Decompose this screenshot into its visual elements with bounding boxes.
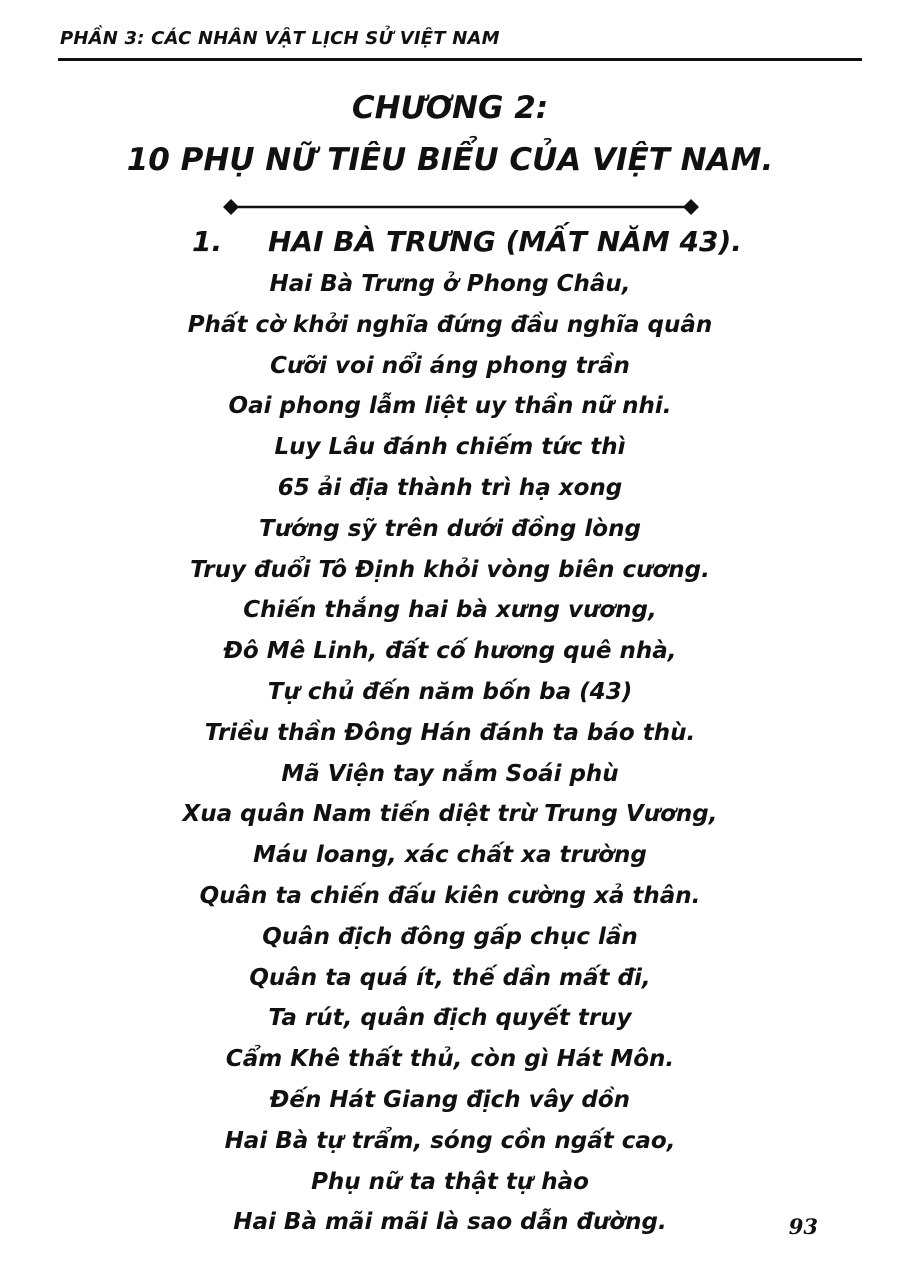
poem-line: Tự chủ đến năm bốn ba (43) (267, 678, 633, 705)
poem-line: Luy Lâu đánh chiếm tức thì (274, 434, 626, 461)
poem-line: Phụ nữ ta thật tự hào (311, 1168, 589, 1195)
section-number: 1. (192, 225, 223, 258)
poem-line: Ta rút, quân địch quyết truy (268, 1005, 632, 1032)
poem-line: Cưỡi voi nổi áng phong trần (270, 352, 630, 379)
ornament-diamond-left (223, 199, 239, 215)
poem-line: Hai Bà tự trẩm, sóng cồn ngất cao, (224, 1127, 676, 1154)
poem-line: Cẩm Khê thất thủ, còn gì Hát Môn. (225, 1046, 675, 1073)
poem-line: Phất cờ khởi nghĩa đứng đầu nghĩa quân (187, 311, 713, 338)
poem-line: Mã Viện tay nắm Soái phù (281, 760, 619, 787)
chapter-title (0, 82, 900, 186)
poem-line: Đô Mê Linh, đất cố hương quê nhà, (223, 638, 677, 665)
poem-line: Đến Hát Giang địch vây dồn (269, 1086, 631, 1113)
poem-line: Máu loang, xác chất xa trường (253, 842, 647, 869)
header-rule (58, 58, 862, 61)
poem-line: Triều thần Đông Hán đánh ta báo thù. (204, 719, 696, 746)
poem-line: Chiến thắng hai bà xưng vương, (243, 597, 657, 624)
chapter-title-line-2: 10 PHỤ NỮ TIÊU BIỂU CỦA VIỆT NAM. (126, 142, 774, 178)
running-header: PHẦN 3: CÁC NHÂN VẬT LỊCH SỬ VIỆT NAM (60, 28, 500, 49)
ornament-diamond-right (683, 199, 699, 215)
page-number: 93 (788, 1214, 818, 1239)
poem-line: Quân ta chiến đấu kiên cường xả thân. (199, 882, 701, 909)
poem-line: Quân địch đông gấp chục lần (262, 923, 638, 950)
poem-line: Oai phong lẫm liệt uy thần nữ nhi. (228, 393, 672, 420)
section-heading (192, 222, 792, 262)
poem-line: Xua quân Nam tiến diệt trừ Trung Vương, (182, 801, 718, 828)
poem (0, 264, 900, 1243)
poem-line: Tướng sỹ trên dưới đồng lòng (259, 515, 641, 542)
poem-line: Truy đuổi Tô Định khỏi vòng biên cương. (190, 556, 710, 583)
poem-line: Hai Bà mãi mãi là sao dẫn đường. (233, 1209, 667, 1236)
poem-line: Quân ta quá ít, thế dần mất đi, (249, 964, 651, 991)
ornament-divider (222, 198, 700, 216)
poem-line: Hai Bà Trưng ở Phong Châu, (269, 271, 631, 297)
chapter-title-line-1: CHƯƠNG 2: (351, 90, 549, 126)
poem-line: 65 ải địa thành trì hạ xong (277, 474, 623, 501)
section-title: HAI BÀ TRƯNG (MẤT NĂM 43). (268, 225, 742, 258)
